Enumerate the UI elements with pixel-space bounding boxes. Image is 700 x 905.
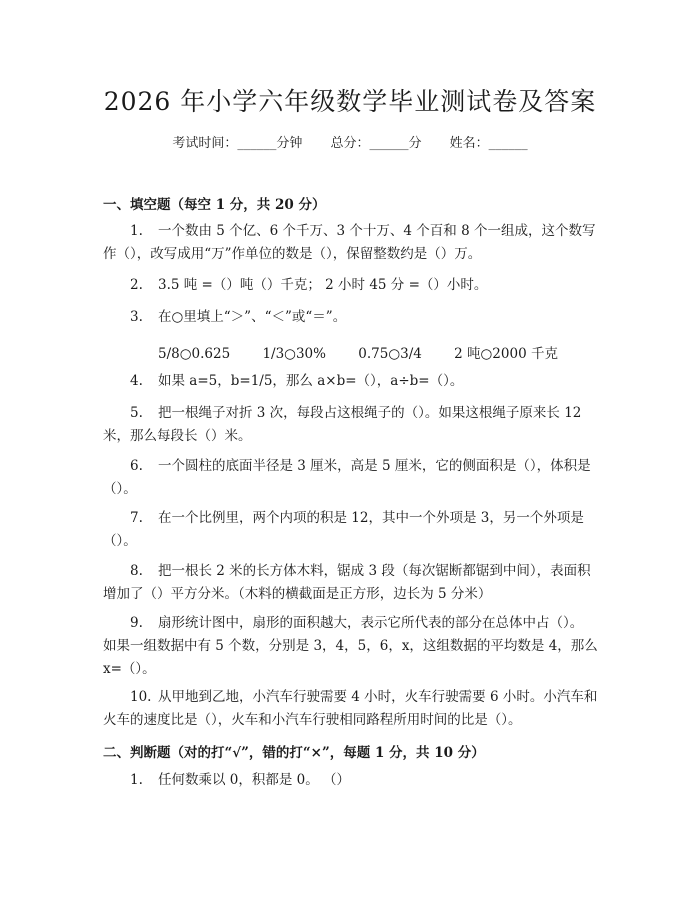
question-1-4 (103, 370, 600, 393)
question-text: 把一根长 2 米的长方体木料，锯成 3 段（每次锯断都锯到中间），表面积 (158, 563, 591, 579)
section-true-false-title: 二、判断题（对的打“√”，错的打“×”，每题 1 分，共 10 分） (103, 745, 485, 761)
exam-meta (0, 132, 700, 151)
question-text: （）。 (103, 481, 137, 497)
comparison-item: 0.75○3/4 (358, 346, 422, 362)
question-1-1 (103, 220, 600, 266)
question-text: 如果一组数据中有 5 个数，分别是 3，4，5，6，x，这组数据的平均数是 4，那么 (103, 638, 598, 654)
question-1-7 (103, 507, 600, 553)
question-text: 米，那么每段长（）米。 (103, 428, 252, 444)
question-1-2 (103, 274, 600, 297)
question-1-5 (103, 402, 600, 448)
question-text: 如果 a=5，b=1/5，那么 a×b=（），a÷b=（）。 (158, 373, 464, 389)
question-text: 作（），改写成用“万”作单位的数是（），保留整数约是（）万。 (103, 246, 482, 262)
question-number: 9. (130, 615, 143, 631)
question-text: x=（）。 (103, 661, 156, 677)
question-text: 3.5 吨 =（）吨（）千克； 2 小时 45 分 =（）小时。 (158, 277, 488, 293)
page-title: 2026 年小学六年级数学毕业测试卷及答案 (103, 87, 597, 116)
question-number: 1. (130, 223, 143, 239)
exam-time-field: 考试时间：______分钟 (172, 136, 303, 151)
question-1-8 (103, 560, 600, 606)
question-number: 2. (130, 277, 143, 293)
question-text: 在一个比例里，两个内项的积是 12，其中一个外项是 3，另一个外项是 (158, 510, 584, 526)
comparison-item: 1/3○30% (262, 346, 326, 362)
question-1-10 (103, 686, 600, 732)
question-text: （）。 (103, 533, 137, 549)
question-1-3 (103, 306, 600, 329)
question-number: 5. (130, 405, 143, 421)
question-text: 增加了（）平方分米。（木料的横截面是正方形，边长为 5 分米） (103, 586, 492, 602)
question-number: 1. (130, 772, 143, 788)
question-number: 3. (130, 309, 143, 325)
question-text: 火车的速度比是（），火车和小汽车行驶相同路程所用时间的比是（）。 (103, 712, 522, 728)
question-text: 在○里填上“＞”、“＜”或“＝”。 (158, 309, 347, 325)
section-fill-blank-title: 一、填空题（每空 1 分，共 20 分） (103, 197, 326, 213)
question-1-6 (103, 455, 600, 501)
question-1-9 (103, 612, 600, 681)
question-number: 7. (130, 510, 143, 526)
question-number: 8. (130, 563, 143, 579)
total-score-field: 总分：______分 (330, 136, 422, 151)
question-number: 4. (130, 373, 143, 389)
comparison-item: 5/8○0.625 (158, 346, 231, 362)
question-text: 从甲地到乙地，小汽车行驶需要 4 小时，火车行驶需要 6 小时。小汽车和 (158, 689, 598, 705)
question-text: 把一根绳子对折 3 次，每段占这根绳子的（）。如果这根绳子原来长 12 (158, 405, 582, 421)
question-number: 6. (130, 458, 143, 474)
name-field: 姓名：______ (449, 136, 528, 151)
question-text: 一个圆柱的底面半径是 3 厘米，高是 5 厘米，它的侧面积是（），体积是 (158, 458, 591, 474)
question-text: 一个数由 5 个亿、6 个千万、3 个十万、4 个百和 8 个一组成，这个数写 (158, 223, 596, 239)
question-text: 任何数乘以 0，积都是 0。 （） (158, 772, 351, 788)
comparison-row (158, 342, 586, 362)
question-text: 扇形统计图中，扇形的面积越大，表示它所代表的部分在总体中占（）。 (158, 615, 584, 631)
question-number: 10. (130, 689, 152, 705)
question-2-1 (103, 769, 600, 792)
comparison-item: 2 吨○2000 千克 (454, 346, 558, 362)
